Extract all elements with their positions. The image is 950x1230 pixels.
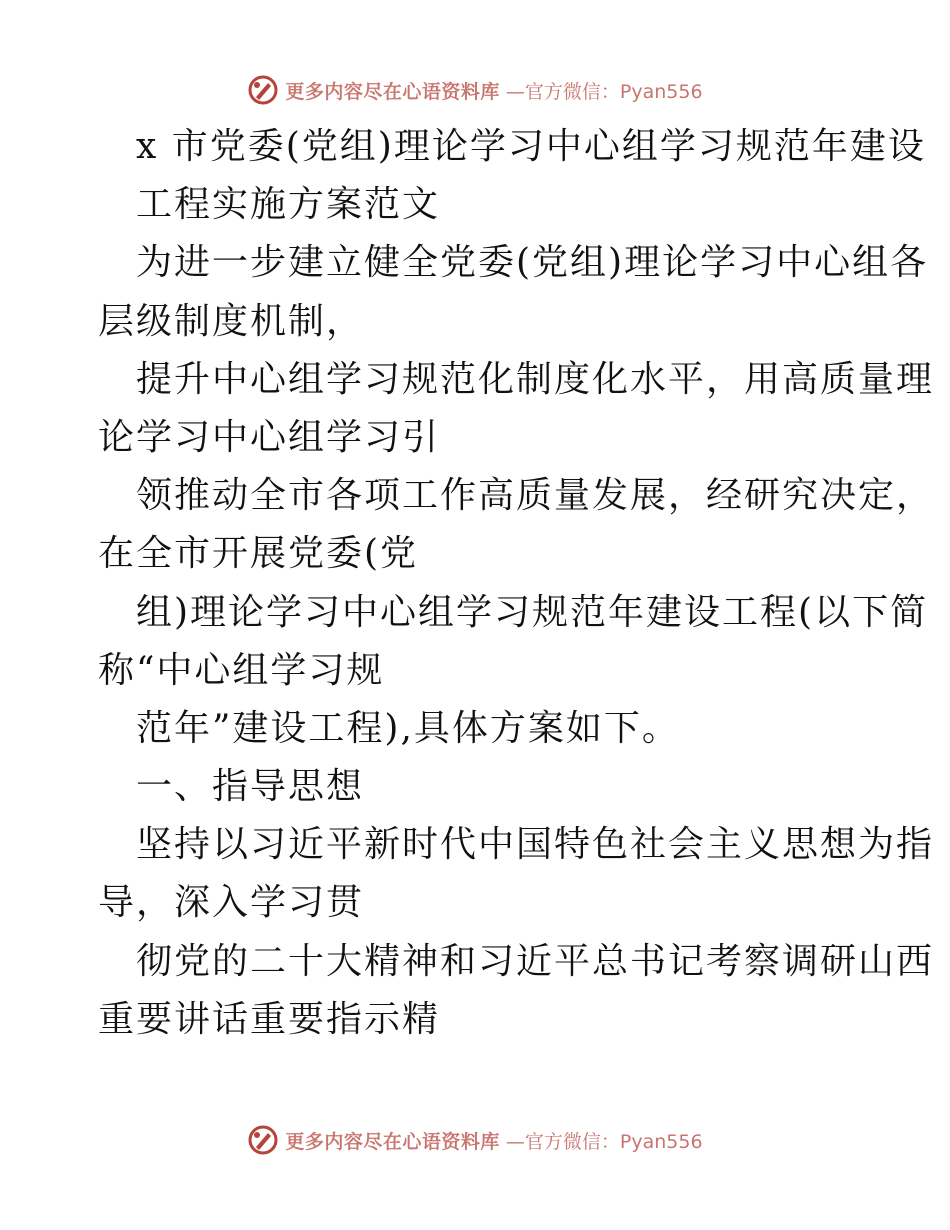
watermark-header	[0, 72, 950, 108]
document-line: 一、指导思想	[136, 766, 365, 808]
watermark-wechat: —官方微信：Pyan556	[505, 1130, 703, 1153]
document-line: 导，深入学习贯	[98, 882, 365, 924]
document-line: 组)理论学习中心组学习规范年建设工程(以下简	[136, 591, 929, 633]
document-line: 提升中心组学习规范化制度化水平，用高质量理	[136, 358, 935, 400]
document-line: 领推动全市各项工作高质量发展，经研究决定，	[136, 475, 935, 517]
document-body	[98, 118, 935, 1049]
document-line: 称“中心组学习规	[98, 649, 385, 691]
pen-logo-icon	[247, 74, 279, 106]
watermark-footer	[0, 1122, 950, 1158]
watermark-title: 更多内容尽在心语资料库	[285, 80, 500, 103]
document-line: 为进一步建立健全党委(党组)理论学习中心组各	[136, 242, 929, 284]
document-line: 论学习中心组学习引	[98, 416, 441, 458]
document-line: 彻党的二十大精神和习近平总书记考察调研山西	[136, 940, 935, 982]
document-line: 范年”建设工程),具体方案如下。	[136, 707, 680, 749]
document-line: 坚持以习近平新时代中国特色社会主义思想为指	[136, 824, 935, 866]
document-line: 在全市开展党委(党	[98, 533, 419, 575]
document-line: x 市党委(党组)理论学习中心组学习规范年建设	[136, 126, 926, 167]
document-line: 层级制度机制，	[98, 300, 365, 342]
watermark-title: 更多内容尽在心语资料库	[285, 1130, 500, 1153]
document-line: 重要讲话重要指示精	[98, 998, 441, 1040]
watermark-wechat: —官方微信：Pyan556	[505, 80, 703, 103]
document-line: 工程实施方案范文	[136, 184, 441, 226]
pen-logo-icon	[247, 1124, 279, 1156]
